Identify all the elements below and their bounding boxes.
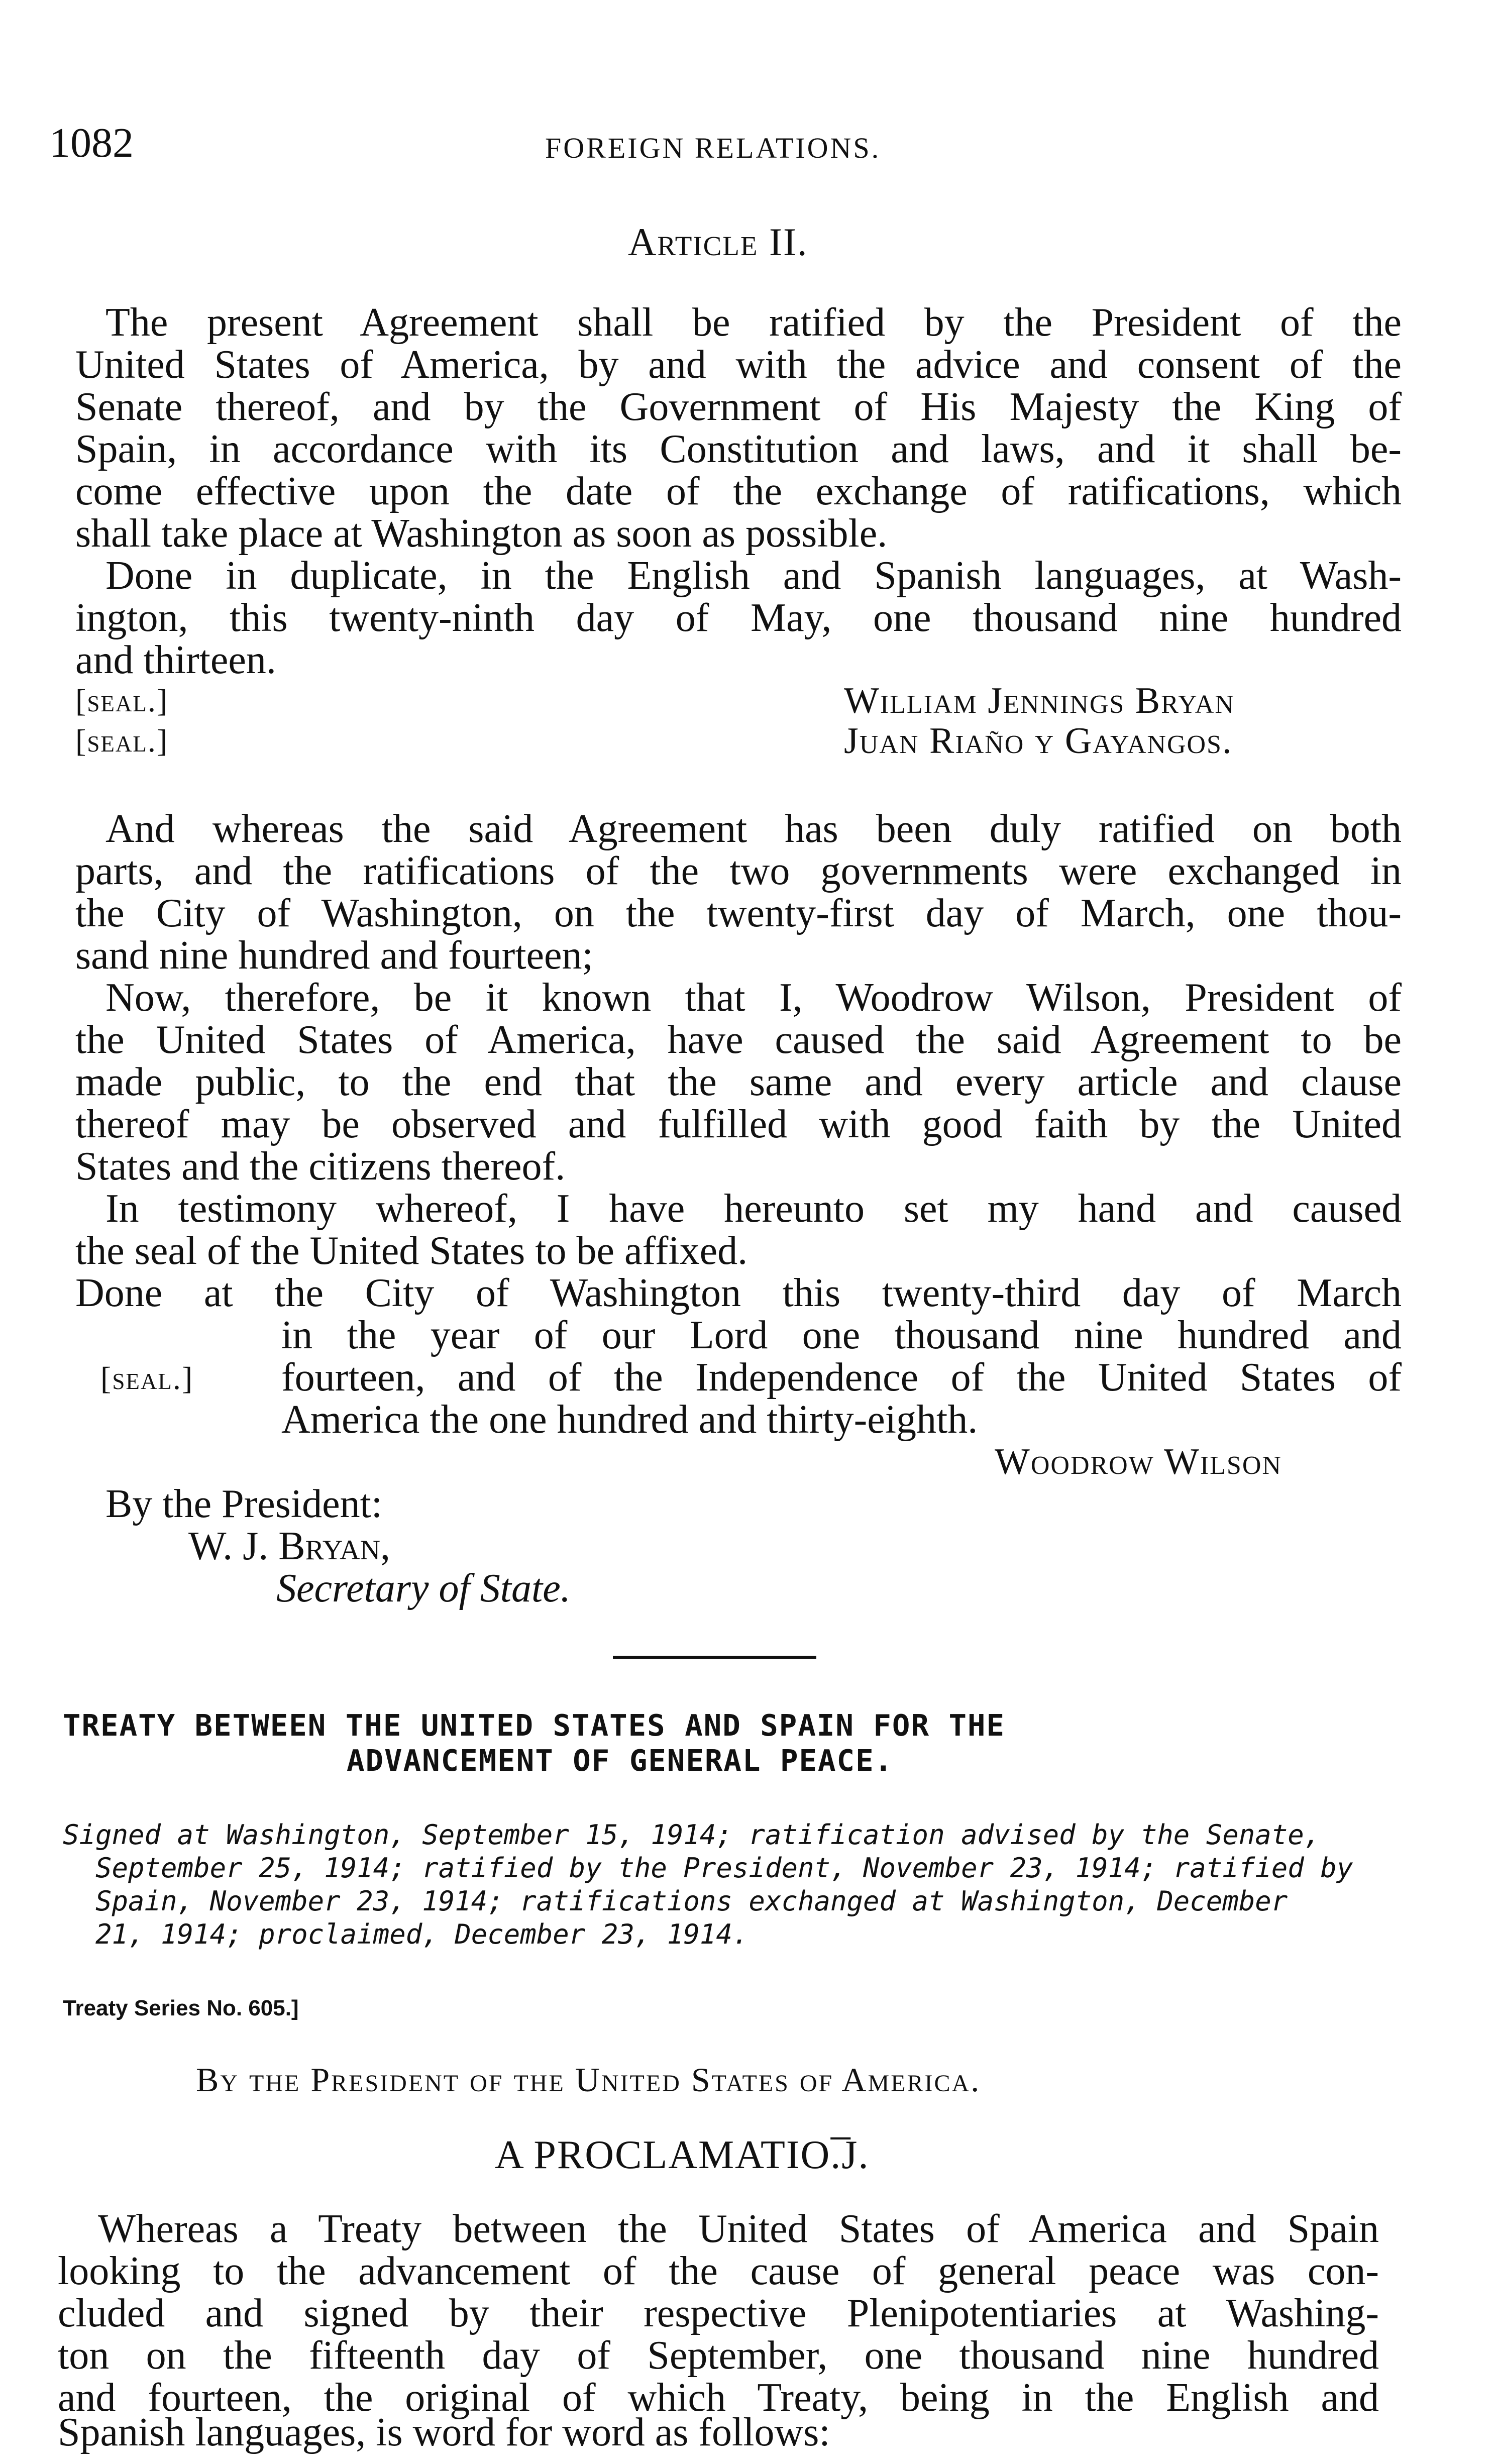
treaty-info-line: September 25, 1914; ratified by the President, November 23, 1914; ratified by: [95, 1852, 1353, 1884]
treaty-title-line-2: ADVANCEMENT OF GENERAL PEACE.: [347, 1743, 894, 1778]
text-line: ington, this twenty-ninth day of May, one thousand nine hundred: [75, 596, 1402, 640]
seal-label: [seal.]: [100, 1360, 194, 1396]
text-line: thereof may be observed and fulfilled with good faith by the United: [75, 1102, 1402, 1146]
text-line: made public, to the end that the same and every article and clause: [75, 1060, 1402, 1104]
signer-name: William Jennings Bryan: [844, 680, 1235, 721]
text-line: cluded and signed by their respective Plenipotentiaries at Washing-: [58, 2291, 1379, 2335]
signer-name: Juan Riaño y Gayangos.: [844, 720, 1233, 762]
text-line: States and the citizens thereof.: [75, 1144, 566, 1189]
text-line: sand nine hundred and fourteen;: [75, 933, 593, 978]
text-line: Spain, in accordance with its Constitution and laws, and it shall be-: [75, 427, 1402, 471]
text-line: parts, and the ratifications of the two governments were exchanged in: [75, 849, 1402, 893]
text-line: and fourteen, the original of which Treaty, being in the English and: [58, 2376, 1379, 2420]
text-line: in the year of our Lord one thousand nine hundred and: [281, 1313, 1402, 1357]
text-line: America the one hundred and thirty-eighth.: [281, 1398, 978, 1442]
text-line: ton on the fifteenth day of September, one thousand nine hundred: [58, 2333, 1379, 2378]
text-line: Done at the City of Washington this twenty-third day of March: [75, 1271, 1402, 1315]
treaty-series: Treaty Series No. 605.]: [63, 1996, 299, 2020]
section-divider: [613, 1656, 816, 1659]
seal-label: [seal.]: [75, 723, 169, 759]
text-line: shall take place at Washington as soon as possible.: [75, 511, 888, 556]
text-line: the City of Washington, on the twenty-first day of March, one thou-: [75, 891, 1402, 935]
treaty-info-line: Spain, November 23, 1914; ratifications exchanged at Washington, December: [95, 1885, 1288, 1917]
text-line: Whereas a Treaty between the United States of America and Spain: [98, 2207, 1379, 2251]
text-line: In testimony whereof, I have hereunto set my hand and caused: [105, 1187, 1402, 1231]
page-number: 1082: [49, 120, 134, 166]
text-line: Spanish languages, is word for word as follows:: [58, 2410, 830, 2454]
text-line: United States of America, by and with the advice and consent of the: [75, 343, 1402, 387]
text-line: and thirteen.: [75, 638, 276, 682]
treaty-info-line: 21, 1914; proclaimed, December 23, 1914.: [95, 1918, 749, 1950]
by-president-heading: By the President of the United States of America.: [196, 2061, 981, 2099]
treaty-title-line-1: TREATY BETWEEN THE UNITED STATES AND SPAIN FOR THE: [63, 1708, 1006, 1743]
text-line: the United States of America, have caused the said Agreement to be: [75, 1018, 1402, 1062]
running-title: FOREIGN RELATIONS.: [545, 132, 881, 164]
text-line: Done in duplicate, in the English and Spanish languages, at Wash-: [105, 554, 1402, 598]
seal-label: [seal.]: [75, 683, 169, 718]
secretary-title: Secretary of State.: [276, 1566, 571, 1611]
text-line: the seal of the United States to be affixed.: [75, 1229, 748, 1273]
text-line: looking to the advancement of the cause of general peace was con-: [58, 2249, 1379, 2293]
proclamation-heading: A PROCLAMATIO.̅J.: [495, 2133, 870, 2177]
text-line: Senate thereof, and by the Government of His Majesty the King of: [75, 385, 1402, 429]
text-line: come effective upon the date of the exchange of ratifications, which: [75, 469, 1402, 513]
text-line: And whereas the said Agreement has been duly ratified on both: [105, 807, 1402, 851]
text-line: fourteen, and of the Independence of the United States of: [281, 1355, 1402, 1400]
text-line: Now, therefore, be it known that I, Woodrow Wilson, President of: [105, 976, 1402, 1020]
text-line: The present Agreement shall be ratified by the President of the: [105, 300, 1402, 345]
article-heading: Article II.: [628, 220, 808, 264]
secretary-name: W. J. Bryan,: [188, 1524, 391, 1568]
by-the-president: By the President:: [105, 1482, 383, 1526]
treaty-info-line: Signed at Washington, September 15, 1914; ratification advised by the Senate,: [63, 1819, 1321, 1851]
president-signature: Woodrow Wilson: [995, 1441, 1282, 1482]
